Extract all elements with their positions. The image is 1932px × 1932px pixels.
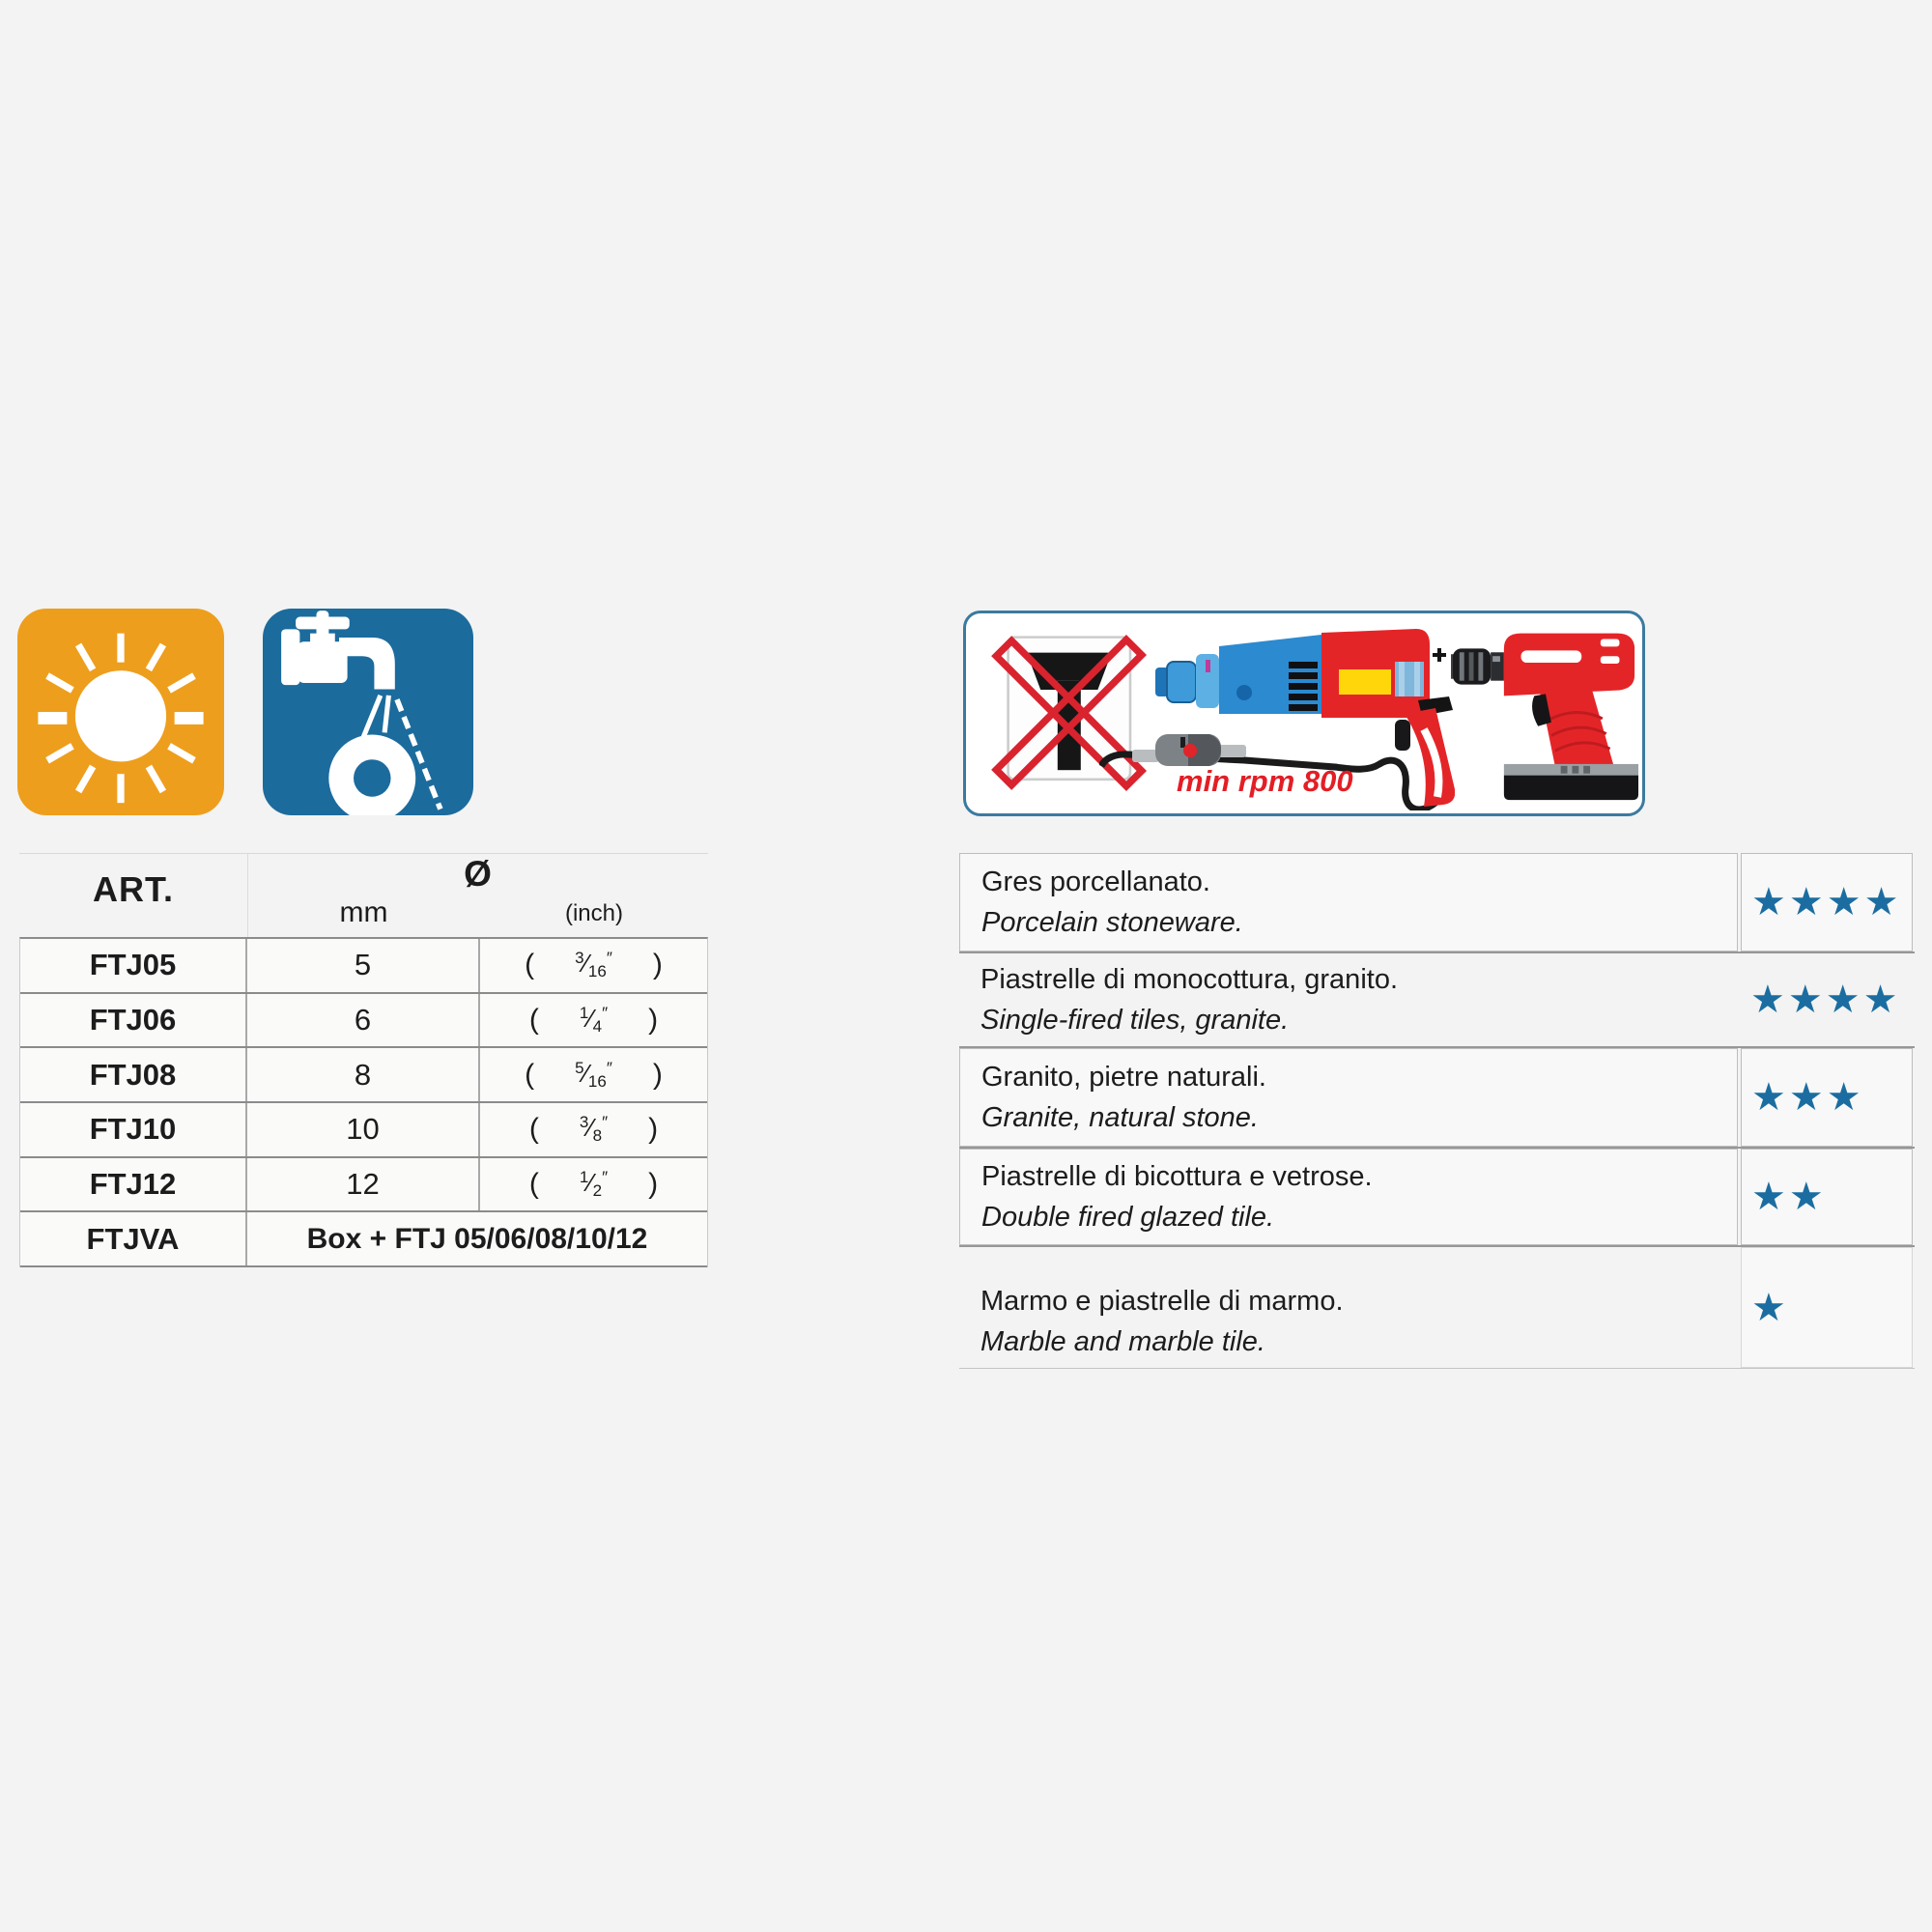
wet-use-water-icon: [263, 609, 473, 815]
combo-contents-cell: Box + FTJ 05/06/08/10/12: [247, 1212, 707, 1265]
star-icons: ★: [1751, 1286, 1789, 1329]
paren-open: (: [528, 1168, 539, 1201]
paren-open: (: [528, 1004, 539, 1037]
rating-stars-cell: [1741, 1247, 1913, 1368]
spec-table-body: [19, 937, 708, 1267]
usage-instructions-box: [963, 611, 1645, 816]
material-name-english: Double fired glazed tile.: [981, 1201, 1275, 1233]
paren-close: ): [652, 949, 663, 981]
diameter-mm-cell: 12: [247, 1158, 480, 1211]
diameter-inch-cell: [480, 1048, 707, 1101]
col-art-label: ART.: [93, 869, 174, 909]
paren-open: (: [525, 949, 535, 981]
rating-row: [959, 1245, 1915, 1369]
article-code-cell: FTJVA: [20, 1212, 247, 1265]
dry-use-sun-icon: [17, 609, 224, 815]
col-mm-label: mm: [339, 896, 388, 928]
spec-table-row: [20, 1212, 707, 1267]
inch-fraction: $^3⁄_8''$: [579, 1113, 609, 1146]
inch-fraction: $^5⁄_{16}''$: [575, 1058, 612, 1091]
article-code-cell: FTJ12: [20, 1158, 247, 1211]
rating-row: [959, 853, 1915, 952]
rating-material-cell: [959, 953, 1738, 1046]
cordless-drill-illustration: [1451, 625, 1640, 801]
rating-row: [959, 952, 1915, 1046]
paren-open: (: [528, 1113, 539, 1146]
star-icons: ★★★★: [1751, 881, 1902, 923]
paren-close: ): [648, 1004, 659, 1037]
spec-table-row: [20, 1048, 707, 1103]
diameter-mm-cell: 5: [247, 939, 480, 992]
rating-material-cell: [959, 1247, 1738, 1368]
paren-close: ): [652, 1058, 663, 1091]
star-icons: ★★: [1751, 1176, 1827, 1218]
material-name-italian: Marmo e piastrelle di marmo.: [980, 1286, 1344, 1317]
col-inch-label: (inch): [564, 900, 623, 926]
material-name-english: Porcelain stoneware.: [981, 906, 1243, 938]
diameter-inch-cell: [480, 1158, 707, 1211]
article-code-cell: FTJ05: [20, 939, 247, 992]
rating-material-cell: [959, 853, 1738, 952]
material-name-english: Granite, natural stone.: [981, 1101, 1259, 1133]
paren-close: ): [648, 1113, 659, 1146]
paren-open: (: [525, 1058, 535, 1091]
star-icons: ★★★★: [1750, 979, 1901, 1021]
article-code-cell: FTJ10: [20, 1103, 247, 1156]
rating-stars-cell: [1741, 1149, 1913, 1245]
diameter-mm-cell: 6: [247, 994, 480, 1047]
diameter-mm-cell: 10: [247, 1103, 480, 1156]
diameter-inch-cell: [480, 939, 707, 992]
spec-table-row: [20, 939, 707, 994]
material-name-italian: Piastrelle di monocottura, granito.: [980, 963, 1398, 995]
diameter-inch-cell: [480, 1103, 707, 1156]
inch-fraction: $^1⁄_2''$: [579, 1168, 609, 1201]
diameter-mm-cell: 8: [247, 1048, 480, 1101]
inch-fraction: $^1⁄_4''$: [579, 1004, 609, 1037]
rating-stars-cell: [1741, 1048, 1913, 1147]
material-name-english: Marble and marble tile.: [980, 1326, 1265, 1357]
sun-glyph: [17, 609, 224, 815]
col-diameter-label: Ø: [464, 854, 492, 894]
rating-row: [959, 1046, 1915, 1147]
material-ratings-table: [959, 853, 1915, 1369]
rating-material-cell: [959, 1149, 1738, 1245]
material-name-english: Single-fired tiles, granite.: [980, 1004, 1290, 1036]
spec-table-row: [20, 994, 707, 1049]
rating-material-cell: [959, 1048, 1738, 1147]
article-spec-table: [19, 853, 708, 1267]
spec-table-row: [20, 1158, 707, 1213]
spec-table-header: [19, 853, 708, 937]
min-rpm-label: min rpm 800: [1177, 764, 1353, 798]
material-name-italian: Piastrelle di bicottura e vetrose.: [981, 1160, 1373, 1192]
rating-stars-cell: [1741, 953, 1913, 1046]
spec-table-row: [20, 1103, 707, 1158]
rating-stars-cell: [1741, 853, 1913, 952]
article-code-cell: FTJ08: [20, 1048, 247, 1101]
star-icons: ★★★: [1751, 1076, 1864, 1119]
diameter-inch-cell: [480, 994, 707, 1047]
material-name-italian: Granito, pietre naturali.: [981, 1061, 1266, 1093]
rating-row: [959, 1147, 1915, 1245]
paren-close: ): [648, 1168, 659, 1201]
article-code-cell: FTJ06: [20, 994, 247, 1047]
material-name-italian: Gres porcellanato.: [981, 866, 1210, 897]
inch-fraction: $^3⁄_{16}''$: [575, 949, 612, 981]
tap-glyph: [263, 609, 473, 815]
